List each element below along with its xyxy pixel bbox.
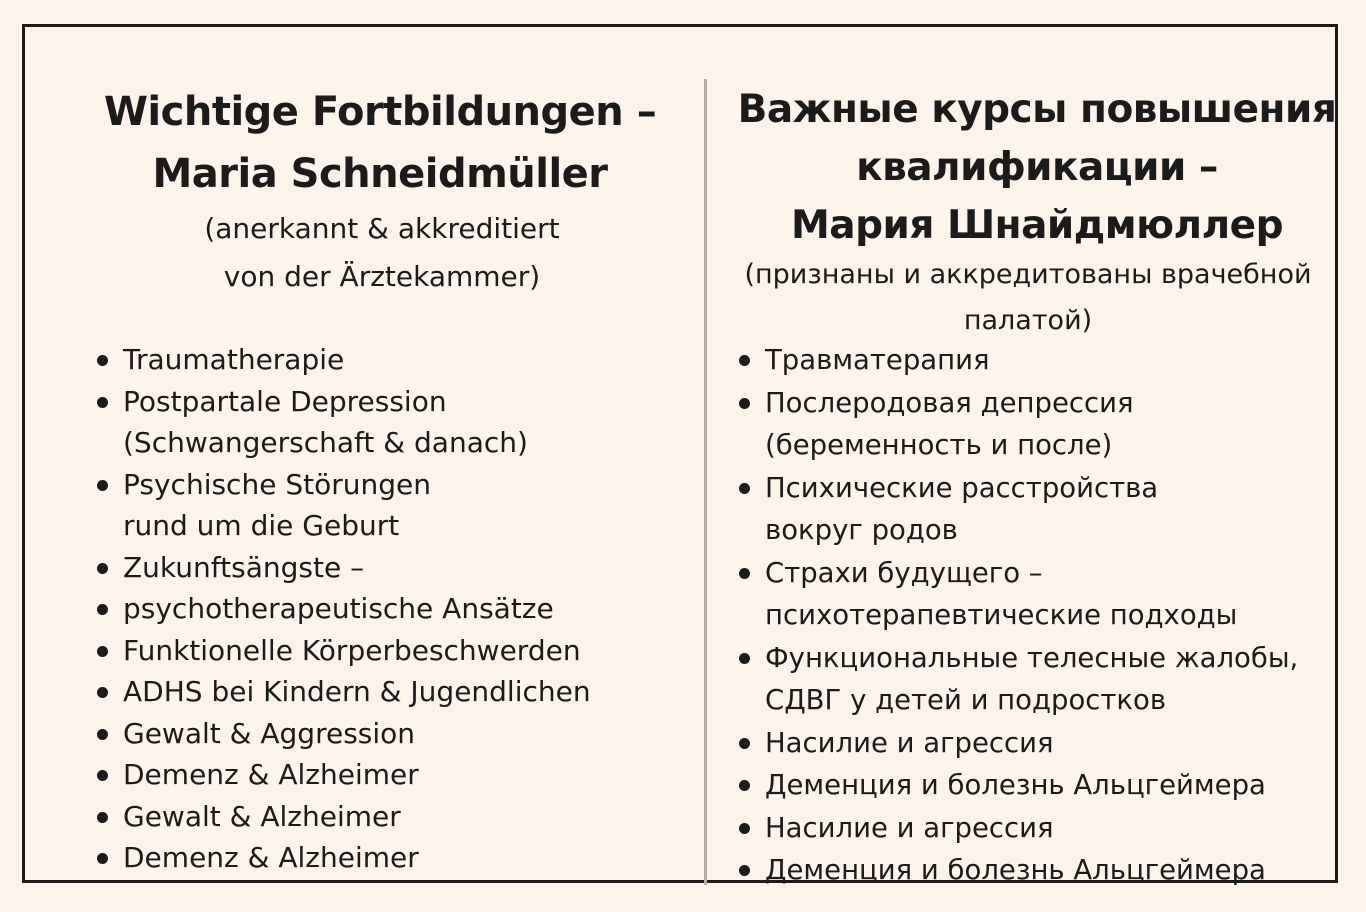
list-item bbox=[737, 339, 1347, 382]
list-item-text: Страхи будущего – bbox=[765, 556, 1043, 589]
bullet-icon bbox=[739, 865, 750, 876]
bullet-icon bbox=[97, 480, 108, 491]
list-item-text: Traumatherapie bbox=[123, 343, 345, 376]
list-item bbox=[95, 754, 715, 796]
bullet-icon bbox=[739, 738, 750, 749]
list-item-text: Деменция и болезнь Альцгеймера bbox=[765, 769, 1266, 801]
german-title bbox=[25, 81, 735, 205]
list-item-text: psychotherapeutische Ansätze bbox=[123, 592, 554, 625]
list-item-text: (Schwangerschaft & danach) bbox=[123, 426, 528, 459]
bullet-icon bbox=[97, 729, 108, 740]
list-item bbox=[737, 807, 1347, 850]
document-frame bbox=[22, 24, 1338, 886]
bullet-icon bbox=[97, 687, 108, 698]
russian-title-line: Мария Шнайдмюллер bbox=[790, 203, 1284, 248]
russian-subtitle-line: палатой) bbox=[963, 305, 1093, 336]
list-item-text: Funktionelle Körperbeschwerden bbox=[123, 633, 581, 667]
bullet-icon bbox=[97, 355, 108, 366]
list-item bbox=[95, 630, 715, 672]
list-item-text: ADHS bei Kindern & Jugendlichen bbox=[123, 675, 591, 708]
list-item bbox=[95, 671, 715, 713]
list-item bbox=[95, 381, 715, 464]
list-item-text: Деменция и болезнь Альцгеймера bbox=[765, 854, 1266, 886]
german-subtitle-line: (anerkannt & akkreditiert bbox=[204, 212, 560, 245]
list-item-text: вокруг родов bbox=[765, 514, 958, 546]
bullet-icon bbox=[97, 646, 108, 657]
list-item-text: Postpartale Depression bbox=[123, 384, 447, 418]
list-item-text: Психические расстройства bbox=[765, 471, 1159, 504]
list-item bbox=[737, 637, 1347, 722]
german-title-line: Wichtige Fortbildungen – bbox=[103, 89, 657, 135]
list-item bbox=[95, 713, 715, 755]
list-item-text: Травматерапия bbox=[765, 344, 990, 376]
bullet-icon bbox=[739, 780, 750, 791]
german-subtitle bbox=[25, 205, 739, 301]
russian-title bbox=[707, 81, 1366, 255]
list-item bbox=[95, 588, 715, 630]
bullet-icon bbox=[97, 812, 108, 823]
list-item-text: Gewalt & Aggression bbox=[123, 716, 416, 750]
list-item bbox=[95, 339, 715, 381]
bullet-icon bbox=[739, 568, 750, 579]
bullet-icon bbox=[97, 563, 108, 574]
list-item bbox=[737, 467, 1347, 552]
german-course-list bbox=[95, 339, 715, 879]
list-item-text: Насилие и агрессия bbox=[765, 811, 1054, 844]
list-item bbox=[737, 764, 1347, 807]
russian-course-list bbox=[737, 339, 1347, 892]
list-item bbox=[95, 796, 715, 838]
list-item bbox=[737, 552, 1347, 637]
german-title-line: Maria Schneidmüller bbox=[152, 151, 608, 197]
bullet-icon bbox=[739, 398, 750, 409]
list-item bbox=[95, 547, 715, 589]
list-item-text: Функциональные телесные жалобы, bbox=[765, 641, 1299, 674]
list-item-text: Zukunftsängste – bbox=[123, 550, 365, 584]
list-item-text: Gewalt & Alzheimer bbox=[123, 799, 401, 833]
bullet-icon bbox=[739, 823, 750, 834]
list-item-text: психотерапевтические подходы bbox=[765, 599, 1238, 631]
list-item-text: Demenz & Alzheimer bbox=[123, 841, 419, 874]
list-item-text: Psychische Störungen bbox=[123, 467, 431, 501]
list-item bbox=[737, 382, 1347, 467]
bullet-icon bbox=[739, 653, 750, 664]
bullet-icon bbox=[97, 770, 108, 781]
german-subtitle-line: von der Ärztekammer) bbox=[223, 260, 541, 293]
russian-subtitle bbox=[707, 252, 1349, 344]
list-item bbox=[95, 464, 715, 547]
bullet-icon bbox=[97, 397, 108, 408]
list-item-text: (беременность и после) bbox=[765, 429, 1113, 461]
list-item-text: Послеродовая депрессия bbox=[765, 386, 1134, 419]
russian-title-line: Важные курсы повышения bbox=[737, 87, 1337, 132]
bullet-icon bbox=[97, 853, 108, 864]
bullet-icon bbox=[739, 483, 750, 494]
list-item-text: Насилие и агрессия bbox=[765, 726, 1054, 759]
list-item-text: СДВГ у детей и подростков bbox=[765, 684, 1167, 716]
list-item-text: Demenz & Alzheimer bbox=[123, 758, 419, 791]
list-item bbox=[737, 722, 1347, 765]
list-item-text: rund um die Geburt bbox=[123, 509, 400, 542]
list-item bbox=[95, 837, 715, 879]
russian-title-line: квалификации – bbox=[856, 145, 1218, 190]
bullet-icon bbox=[739, 355, 750, 366]
russian-subtitle-line: (признаны и аккредитованы врачебной bbox=[744, 259, 1312, 290]
list-item bbox=[737, 849, 1347, 892]
bullet-icon bbox=[97, 604, 108, 615]
